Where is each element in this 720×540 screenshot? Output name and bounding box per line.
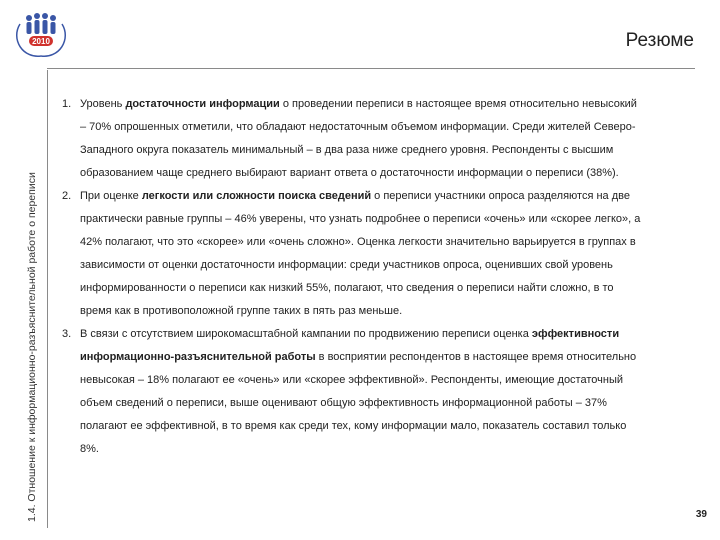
page-title: Резюме <box>625 30 694 51</box>
page-number: 39 <box>695 509 707 520</box>
section-label: 1.4. Отношение к информационно-разъяснительной работе о переписи <box>26 172 38 522</box>
summary-item <box>62 323 642 461</box>
item-text-intro: Уровень <box>80 98 126 110</box>
logo-year: 2010 <box>32 37 50 46</box>
item-number: 1. <box>62 98 72 110</box>
item-number: 2. <box>62 190 72 202</box>
census-logo <box>8 6 74 64</box>
vertical-divider <box>47 70 48 528</box>
item-number: 3. <box>62 328 72 340</box>
item-key-phrase: легкости или сложности поиска сведений <box>141 190 372 202</box>
item-text-body: о переписи участники опроса разделяются на две практически равные группы – 46% уверены, что узнать подробнее о переписи «очень» или «скорее легко», а 42% полагают, что это «скорее» или «очень сложно». Оценка легкости значительно варьируется в группах в зависимости от оценки достаточности информации: среди участников опроса, оценивших свой уровень информированности о переписи как низкий 55%, полагают, что сведения о переписи найти сложно, в то время как в противоположной группе таких в пять раз меньше. <box>80 190 641 317</box>
item-text-body: в восприятии респондентов в настоящее время относительно невысокая – 18% полагают ее «очень» или «скорее эффективной». Респонденты, имеющие достаточный объем сведений о переписи, выше оценивают общую эффективность информационной работы – 37% полагают ее эффективной, в то время как среди тех, кому информации мало, показатель составил только 8%. <box>80 351 637 455</box>
summary-list <box>62 93 642 461</box>
item-text-intro: При оценке <box>80 190 142 202</box>
summary-item <box>62 93 642 185</box>
item-key-phrase: достаточности информации <box>125 98 280 110</box>
horizontal-divider <box>47 68 695 69</box>
summary-item <box>62 185 642 323</box>
item-text-intro: В связи с отсутствием широкомасштабной кампании по продвижению переписи оценка <box>80 328 532 340</box>
item-key-phrase: эффективности информационно-разъяснительной работы <box>80 328 620 363</box>
item-text-body: о проведении переписи в настоящее время относительно невысокий – 70% опрошенных отметили, что обладают недостаточным объемом информации. Среди жителей Северо-Западного округа показатель минимальный – в два раза ниже среднего уровня. Респонденты с высшим образованием чаще среднего выбирают вариант ответа о достаточности информации о переписи (38%). <box>80 98 637 179</box>
